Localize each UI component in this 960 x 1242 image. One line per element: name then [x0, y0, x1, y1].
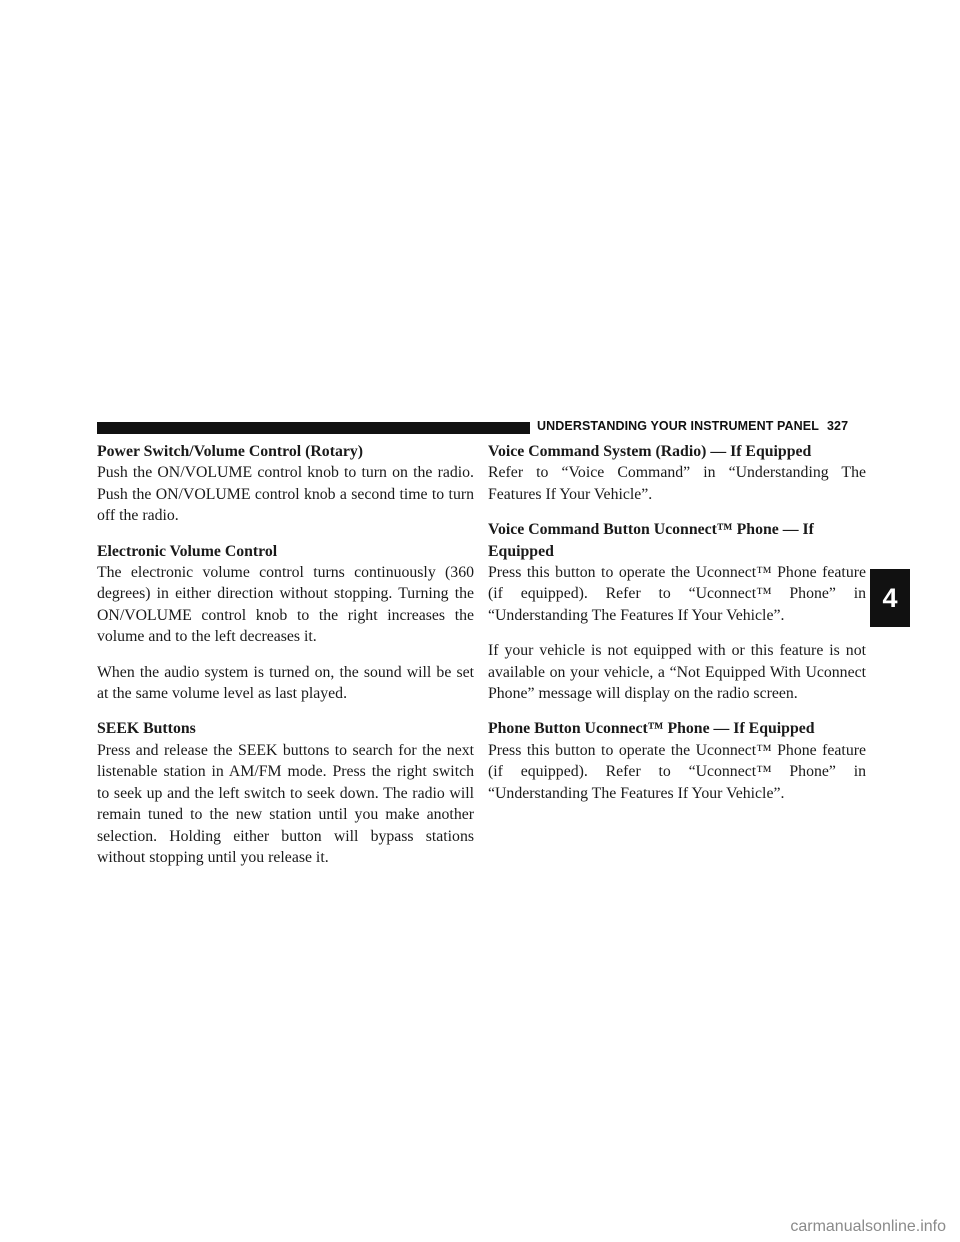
section-paragraph: Push the ON/VOLUME control knob to turn on the radio. Push the ON/VOLUME control knob a second time to turn off the radio.: [97, 464, 474, 525]
chapter-tab: 4: [870, 569, 910, 627]
left-column: [97, 441, 474, 882]
section-paragraph: Press this button to operate the Uconnect™ Phone feature (if equipped). Refer to “Uconnect™ Phone” in “Understanding The Features If Your Vehicle”.: [488, 741, 866, 802]
section-not-equipped-note: [488, 640, 866, 704]
section-paragraph: The electronic volume control turns continuously (360 degrees) in either direction without stopping. Turning the ON/VOLUME control knob to the right increases the volume and to the left decreases it.: [97, 564, 474, 646]
watermark: carmanualsonline.info: [790, 1218, 946, 1235]
section-heading: Voice Command Button Uconnect™ Phone — If Equipped: [488, 521, 814, 560]
section-paragraph: If your vehicle is not equipped with or this feature is not available on your vehicle, a “Not Equipped With Uconnect Phone” message will display on the radio screen.: [488, 642, 866, 703]
section-volume-note: [97, 662, 474, 705]
section-heading: Electronic Volume Control: [97, 542, 278, 560]
section-electronic-volume: [97, 541, 474, 648]
section-phone-button: [488, 718, 866, 804]
header-rule: [97, 422, 530, 434]
section-paragraph: When the audio system is turned on, the sound will be set at the same volume level as last played.: [97, 663, 474, 703]
section-paragraph: Press this button to operate the Uconnect™ Phone feature (if equipped). Refer to “Uconnect™ Phone” in “Understanding The Features If Your Vehicle”.: [488, 564, 866, 624]
section-paragraph: Press and release the SEEK buttons to search for the next listenable station in AM/FM mode. Press the right switch to seek up and the left switch to seek down. The radio will remain tuned to the new station until you make another selection. Holding either button will bypass stations without stopping until you release it.: [97, 741, 474, 866]
running-header: [537, 419, 848, 433]
section-heading: SEEK Buttons: [97, 720, 196, 738]
section-heading: Voice Command System (Radio) — If Equipped: [488, 443, 812, 460]
header-title: UNDERSTANDING YOUR INSTRUMENT PANEL: [537, 419, 819, 433]
section-heading: Phone Button Uconnect™ Phone — If Equipped: [488, 720, 815, 738]
section-heading: Power Switch/Volume Control (Rotary): [97, 443, 364, 460]
section-paragraph: Refer to “Voice Command” in “Understanding The Features If Your Vehicle”.: [488, 464, 866, 503]
section-voice-command-system: [488, 441, 866, 505]
page-number: 327: [826, 419, 849, 433]
section-power-switch: [97, 441, 474, 527]
section-voice-command-button: [488, 519, 866, 626]
section-seek-buttons: [97, 718, 474, 868]
right-column: [488, 441, 866, 818]
